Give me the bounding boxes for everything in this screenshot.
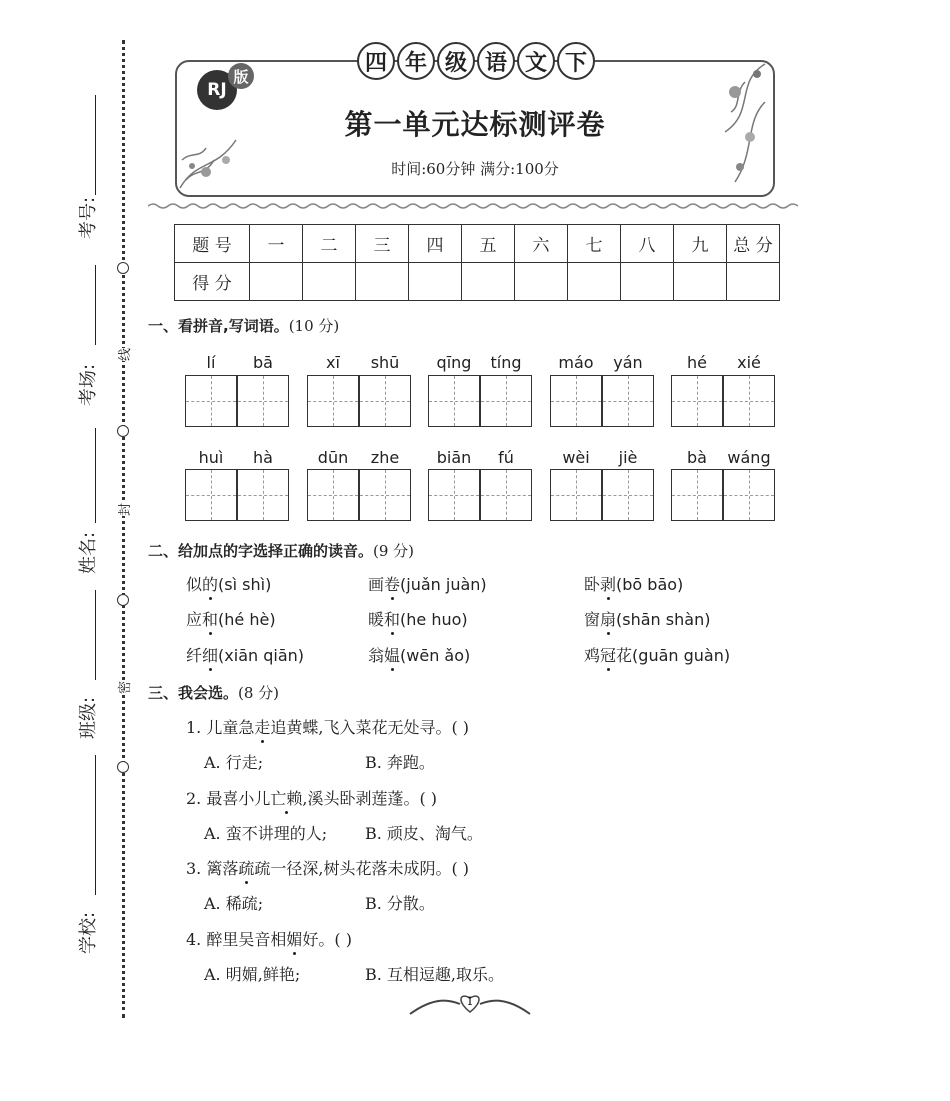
writing-box[interactable] — [428, 469, 480, 521]
class-line — [95, 590, 96, 680]
dotted-character: 扇 — [600, 610, 617, 629]
option-a[interactable]: A. 蛮不讲理的人; — [204, 824, 328, 843]
question-text: 1. 儿童急 — [186, 718, 255, 737]
pinyin-options[interactable]: (xiān qiān) — [218, 646, 305, 665]
school-label: 学校: — [78, 911, 100, 955]
table-cell: 三 — [356, 225, 409, 263]
word-text: 似 — [186, 575, 203, 594]
option-b[interactable]: B. 奔跑。 — [365, 753, 435, 772]
dotted-character: 剥 — [600, 575, 617, 594]
writing-box[interactable] — [550, 375, 602, 427]
score-cell[interactable] — [303, 263, 356, 301]
section-points: (10 分) — [288, 317, 340, 335]
writing-box[interactable] — [428, 375, 480, 427]
word-text: 鸡 — [584, 646, 601, 665]
pinyin-syllable: shū — [370, 353, 400, 372]
binding-ring — [117, 761, 129, 773]
writing-box[interactable] — [359, 469, 411, 521]
dotted-character: 媪 — [384, 646, 401, 665]
banner-char: 级 — [437, 42, 475, 80]
table-cell: 题 号 — [175, 225, 250, 263]
table-cell: 九 — [674, 225, 727, 263]
score-cell[interactable] — [515, 263, 568, 301]
score-cell[interactable] — [250, 263, 303, 301]
banner-char: 四 — [357, 42, 395, 80]
pronunciation-item — [186, 643, 304, 666]
score-cell[interactable] — [356, 263, 409, 301]
option-b[interactable]: B. 互相逗趣,取乐。 — [365, 965, 505, 984]
word-text: 翁 — [368, 646, 385, 665]
score-table — [174, 224, 780, 301]
writing-box[interactable] — [237, 375, 289, 427]
word-text: 画 — [368, 575, 385, 594]
pinyin-syllable: xié — [737, 353, 761, 372]
banner-char: 文 — [517, 42, 555, 80]
dotted-character: 疏 — [238, 859, 255, 878]
wavy-divider — [148, 202, 798, 210]
page-title: 第一单元达标测评卷 — [344, 108, 606, 141]
pinyin-syllable: máo — [558, 353, 594, 372]
question-stem — [186, 856, 469, 879]
binding-ring — [117, 262, 129, 274]
section-points: (9 分) — [373, 542, 415, 560]
pinyin-syllable: wáng — [727, 448, 771, 467]
writing-box[interactable] — [307, 469, 359, 521]
question-stem — [186, 927, 352, 950]
option-a[interactable]: A. 稀疏; — [204, 894, 264, 913]
page-number-ornament — [405, 988, 535, 1018]
section-2-heading — [148, 540, 414, 561]
pinyin-syllable: fú — [498, 448, 514, 467]
word-text: 窗 — [584, 610, 601, 629]
table-cell: 四 — [409, 225, 462, 263]
word-text: 应 — [186, 610, 203, 629]
pronunciation-item — [186, 607, 276, 630]
school-line — [95, 755, 96, 895]
banner-char: 下 — [557, 42, 595, 80]
pinyin-syllable: lí — [206, 353, 216, 372]
table-cell: 七 — [568, 225, 621, 263]
question-text: ,溪头卧剥莲蓬。( ) — [302, 789, 438, 808]
question-text: 4. 醉里吴音相 — [186, 930, 287, 949]
writing-box[interactable] — [602, 469, 654, 521]
pinyin-syllable: tíng — [490, 353, 522, 372]
dotted-character: 亡赖 — [270, 789, 303, 808]
section-title: 二、给加点的字选择正确的读音。 — [148, 542, 374, 560]
pinyin-options[interactable]: (juǎn juàn) — [400, 575, 487, 594]
writing-box[interactable] — [602, 375, 654, 427]
dotted-character: 卷 — [384, 575, 401, 594]
section-title: 三、我会选。 — [148, 684, 239, 702]
pinyin-syllable: biān — [436, 448, 472, 467]
name-line — [95, 428, 96, 523]
cut-dotted-line — [122, 40, 125, 1018]
word-text: 花 — [616, 646, 633, 665]
pronunciation-item — [368, 643, 470, 666]
cut-mark-secret: 密 — [114, 681, 133, 694]
option-a[interactable]: A. 行走; — [204, 753, 264, 772]
table-cell: 二 — [303, 225, 356, 263]
grade-banner — [357, 42, 595, 80]
pinyin-options[interactable]: (sì shì) — [218, 575, 272, 594]
option-b[interactable]: B. 顽皮、淘气。 — [365, 824, 483, 843]
pinyin-syllable: bà — [687, 448, 707, 467]
table-cell: 八 — [621, 225, 674, 263]
writing-box[interactable] — [307, 375, 359, 427]
dotted-character: 的 — [202, 575, 219, 594]
banner-char: 语 — [477, 42, 515, 80]
pinyin-syllable: yán — [613, 353, 643, 372]
pronunciation-item — [584, 572, 683, 595]
pronunciation-item — [584, 607, 710, 630]
writing-box[interactable] — [550, 469, 602, 521]
section-1-heading — [148, 315, 339, 336]
table-cell: 一 — [250, 225, 303, 263]
table-cell: 五 — [462, 225, 515, 263]
writing-box[interactable] — [671, 469, 723, 521]
dotted-character: 和 — [384, 610, 401, 629]
pinyin-syllable: qīng — [436, 353, 472, 372]
pronunciation-item — [584, 643, 730, 666]
writing-box[interactable] — [185, 469, 237, 521]
word-text: 纤 — [186, 646, 203, 665]
dotted-character: 冠 — [600, 646, 617, 665]
question-text: 好。( ) — [302, 930, 352, 949]
pinyin-syllable: dūn — [317, 448, 349, 467]
pinyin-syllable: hé — [687, 353, 707, 372]
dotted-character: 走 — [254, 718, 271, 737]
exam-room-label: 考场: — [78, 363, 100, 407]
pinyin-syllable: wèi — [562, 448, 590, 467]
cut-mark-line: 线 — [114, 348, 133, 361]
pinyin-syllable: hà — [253, 448, 273, 467]
writing-box[interactable] — [723, 375, 775, 427]
pinyin-options[interactable]: (wēn ǎo) — [400, 646, 471, 665]
writing-box[interactable] — [480, 469, 532, 521]
score-cell[interactable] — [409, 263, 462, 301]
page-number: 1 — [466, 995, 474, 1008]
dotted-character: 和 — [202, 610, 219, 629]
score-table-score-row — [175, 263, 780, 301]
score-cell[interactable] — [727, 263, 780, 301]
exam-room-line — [95, 265, 96, 345]
pinyin-options[interactable]: (guān guàn) — [632, 646, 731, 665]
binding-ring — [117, 425, 129, 437]
pinyin-syllable: jiè — [618, 448, 638, 467]
dotted-character: 媚 — [286, 930, 303, 949]
writing-box[interactable] — [185, 375, 237, 427]
question-stem — [186, 715, 469, 738]
edition-badge-suffix: 版 — [228, 63, 254, 89]
pinyin-syllable: zhe — [370, 448, 400, 467]
section-title: 一、看拼音,写词语。 — [148, 317, 289, 335]
pronunciation-item — [368, 572, 487, 595]
edition-badge: RJ — [197, 70, 237, 110]
writing-box[interactable] — [480, 375, 532, 427]
question-text: 3. 篱落 — [186, 859, 239, 878]
pinyin-options[interactable]: (he huo) — [400, 610, 468, 629]
word-text: 暖 — [368, 610, 385, 629]
score-cell[interactable] — [621, 263, 674, 301]
time-and-score: 时间:60分钟 满分:100分 — [391, 160, 559, 178]
section-3-heading — [148, 682, 279, 703]
score-table-header-row — [175, 225, 780, 263]
score-cell[interactable] — [674, 263, 727, 301]
writing-box[interactable] — [723, 469, 775, 521]
score-cell[interactable] — [462, 263, 515, 301]
pinyin-syllable: bā — [253, 353, 273, 372]
banner-char: 年 — [397, 42, 435, 80]
section-points: (8 分) — [238, 684, 280, 702]
pinyin-syllable: huì — [198, 448, 224, 467]
writing-box[interactable] — [359, 375, 411, 427]
writing-box[interactable] — [671, 375, 723, 427]
question-text: 疏一径深,树头花落未成阴。( ) — [254, 859, 470, 878]
binding-ring — [117, 594, 129, 606]
pinyin-options[interactable]: (shān shàn) — [616, 610, 711, 629]
word-text: 卧 — [584, 575, 601, 594]
table-cell: 总 分 — [727, 225, 780, 263]
option-a[interactable]: A. 明媚,鲜艳; — [204, 965, 301, 984]
exam-no-label: 考号: — [78, 196, 100, 240]
exam-no-line — [95, 95, 96, 195]
name-label: 姓名: — [78, 531, 100, 575]
class-label: 班级: — [78, 696, 100, 740]
pinyin-syllable: xī — [326, 353, 340, 372]
writing-box[interactable] — [237, 469, 289, 521]
pronunciation-item — [186, 572, 271, 595]
score-cell[interactable] — [568, 263, 621, 301]
pinyin-options[interactable]: (hé hè) — [218, 610, 276, 629]
question-text: 追黄蝶,飞入菜花无处寻。( ) — [270, 718, 470, 737]
table-cell: 得 分 — [175, 263, 250, 301]
cut-mark-seal: 封 — [114, 503, 133, 516]
pinyin-options[interactable]: (bō bāo) — [616, 575, 684, 594]
table-cell: 六 — [515, 225, 568, 263]
dotted-character: 细 — [202, 646, 219, 665]
pronunciation-item — [368, 607, 468, 630]
question-stem — [186, 786, 437, 809]
question-text: 2. 最喜小儿 — [186, 789, 271, 808]
option-b[interactable]: B. 分散。 — [365, 894, 435, 913]
